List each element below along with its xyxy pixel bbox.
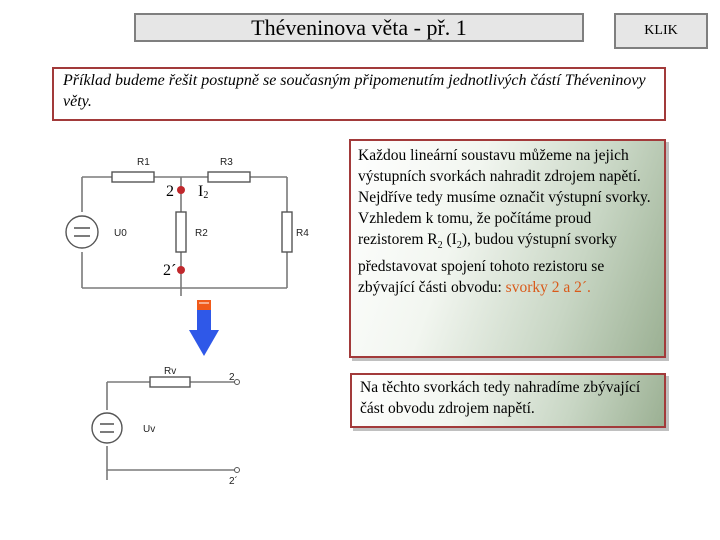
terminal-2-prime-node [177,266,185,274]
voltage-source-uv-icon [92,413,122,443]
resistor-r4 [282,212,292,252]
label-r3: R3 [220,157,233,168]
label-terminal-2: 2 [166,183,174,200]
explanation-line-3: Vzhledem k tomu, že počítáme proud rezistorem $R_2$ $(I_2)$, budou výstupní svorky představovat spojení tohoto rezistoru se zbývající části obvodu: svorky 2 a 2´. [358,210,617,297]
down-arrow-icon [189,300,219,356]
label-current-i2: I2 [198,183,209,201]
label-eq-terminal-2: 2 [229,372,235,383]
resistor-r1 [112,172,154,182]
label-u0: U0 [114,228,127,239]
label-r1: R1 [137,157,150,168]
terminals-highlight: svorky 2 a 2´. [505,279,591,297]
label-uv: Uv [143,424,156,435]
label-rv: Rv [164,366,177,377]
replacement-note-text: Na těchto svorkách tedy nahradíme zbývající část obvodu zdrojem napětí. [360,379,641,417]
label-r2: R2 [195,228,208,239]
label-terminal-2-prime: 2´ [163,262,177,279]
resistor-rv [150,377,190,387]
explanation-line-2: Nejdříve tedy musíme označit výstupní svorky. [358,189,651,206]
intro-text: Příklad budeme řešit postupně se současným připomenutím jednotlivých částí Théveninovy věty. [63,72,646,110]
terminal-2-node [177,186,185,194]
circuit-equivalent [107,382,237,480]
label-r4: R4 [296,228,309,239]
slide-title: Théveninova věta - př. 1 [134,13,584,42]
label-eq-terminal-2-prime: 2´ [229,476,238,487]
klik-button[interactable]: KLIK [614,13,708,49]
voltage-source-u0-icon [66,216,98,248]
resistor-r3 [208,172,250,182]
resistor-r2 [176,212,186,252]
explanation-line-1: Každou lineární soustavu můžeme na jejich výstupních svorkách nahradit zdrojem napětí. [358,147,641,185]
